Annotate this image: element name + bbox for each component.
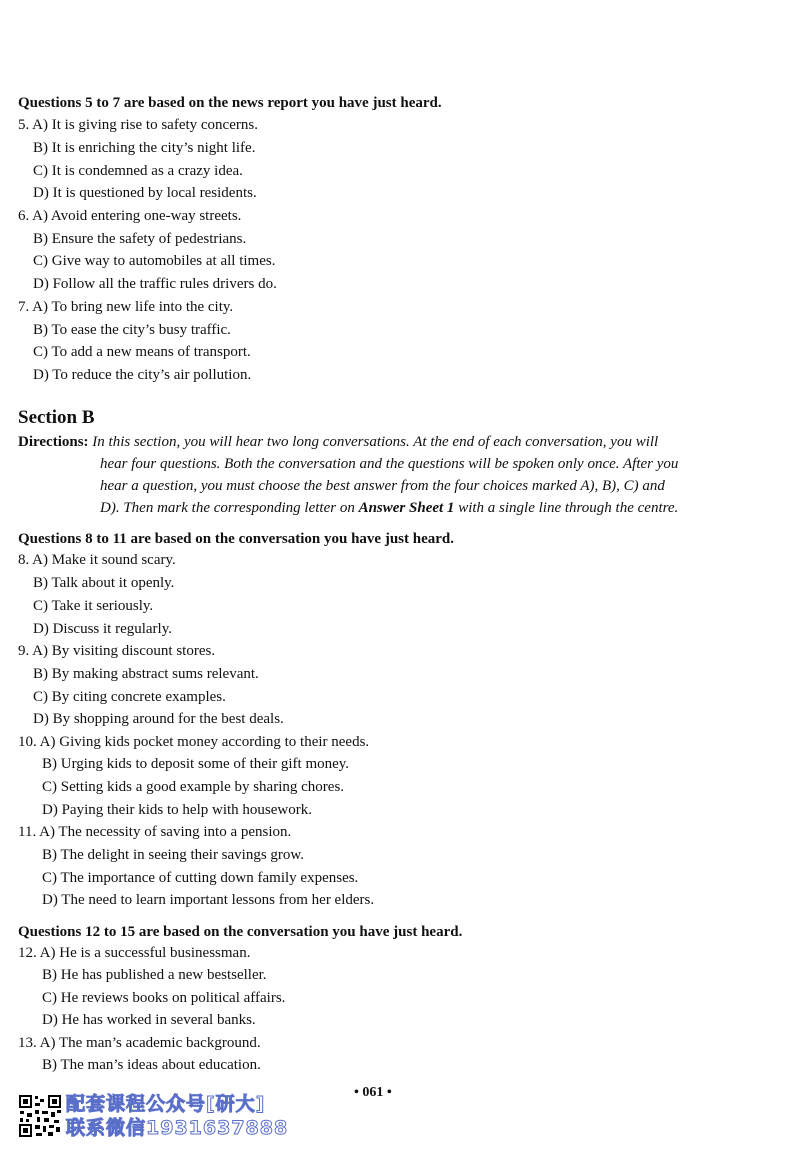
question-6-option-d: D) Follow all the traffic rules drivers do. — [33, 276, 277, 292]
promo-text-line-2: 联系微信1931637888 — [66, 1117, 289, 1139]
question-13-option-b: B) The man’s ideas about education. — [42, 1057, 261, 1073]
directions-line-1 — [18, 433, 658, 451]
question-8-option-c: C) Take it seriously. — [33, 598, 154, 614]
page-number: • 061 • — [354, 1085, 392, 1100]
group-heading-12-15: Questions 12 to 15 are based on the conversation you have just heard. — [18, 924, 463, 940]
question-6-option-b: B) Ensure the safety of pedestrians. — [33, 231, 247, 247]
question-9-option-c: C) By citing concrete examples. — [33, 689, 226, 705]
section-b-title: Section B — [18, 407, 95, 428]
answer-sheet-ref: Answer Sheet 1 — [358, 500, 455, 516]
question-7-option-c: C) To add a new means of transport. — [33, 344, 251, 360]
directions-text-4b: with a single line through the centre. — [454, 500, 679, 516]
directions-text-4a: D). Then mark the corresponding letter on — [100, 500, 359, 516]
question-10-option-d: D) Paying their kids to help with housework. — [42, 802, 312, 818]
question-10-option-b: B) Urging kids to deposit some of their gift money. — [42, 756, 350, 772]
question-7-option-d: D) To reduce the city’s air pollution. — [33, 367, 252, 383]
question-6-stem: 6. A) Avoid entering one-way streets. — [18, 208, 242, 224]
question-9-stem: 9. A) By visiting discount stores. — [18, 643, 216, 659]
group-heading-8-11: Questions 8 to 11 are based on the conversation you have just heard. — [18, 531, 454, 547]
question-9-option-b: B) By making abstract sums relevant. — [33, 666, 259, 682]
directions-line-3: hear a question, you must choose the best answer from the four choices marked A), B), C) and — [100, 478, 665, 494]
question-9-option-d: D) By shopping around for the best deals. — [33, 711, 284, 727]
question-8-stem: 8. A) Make it sound scary. — [18, 552, 176, 568]
question-8-option-b: B) Talk about it openly. — [33, 575, 175, 591]
question-5-option-c: C) It is condemned as a crazy idea. — [33, 163, 243, 179]
question-12-stem: 12. A) He is a successful businessman. — [18, 945, 251, 961]
question-11-option-c: C) The importance of cutting down family expenses. — [42, 870, 359, 886]
question-5-option-d: D) It is questioned by local residents. — [33, 185, 257, 201]
question-12-option-d: D) He has worked in several banks. — [42, 1012, 256, 1028]
group-heading-5-7: Questions 5 to 7 are based on the news report you have just heard. — [18, 95, 442, 111]
question-11-stem: 11. A) The necessity of saving into a pension. — [18, 824, 292, 840]
question-6-option-c: C) Give way to automobiles at all times. — [33, 253, 276, 269]
question-7-option-b: B) To ease the city’s busy traffic. — [33, 322, 231, 338]
question-5-stem: 5. A) It is giving rise to safety concerns. — [18, 117, 258, 133]
directions-label: Directions: — [18, 434, 89, 450]
question-11-option-b: B) The delight in seeing their savings grow. — [42, 847, 305, 863]
question-7-stem: 7. A) To bring new life into the city. — [18, 299, 234, 315]
question-12-option-b: B) He has published a new bestseller. — [42, 967, 267, 983]
qr-code-icon — [18, 1094, 62, 1138]
promo-text-line-1: 配套课程公众号[研大] — [66, 1093, 266, 1115]
question-8-option-d: D) Discuss it regularly. — [33, 621, 172, 637]
question-10-option-c: C) Setting kids a good example by sharing chores. — [42, 779, 345, 795]
directions-text-1: In this section, you will hear two long conversations. At the end of each conversation, you will — [92, 434, 659, 450]
question-11-option-d: D) The need to learn important lessons from her elders. — [42, 892, 375, 908]
question-13-stem: 13. A) The man’s academic background. — [18, 1035, 261, 1051]
question-10-stem: 10. A) Giving kids pocket money according to their needs. — [18, 734, 370, 750]
directions-line-4 — [100, 499, 678, 517]
directions-line-2: hear four questions. Both the conversation and the questions will be spoken only once. After you — [100, 456, 679, 472]
question-5-option-b: B) It is enriching the city’s night life. — [33, 140, 256, 156]
question-12-option-c: C) He reviews books on political affairs. — [42, 990, 286, 1006]
